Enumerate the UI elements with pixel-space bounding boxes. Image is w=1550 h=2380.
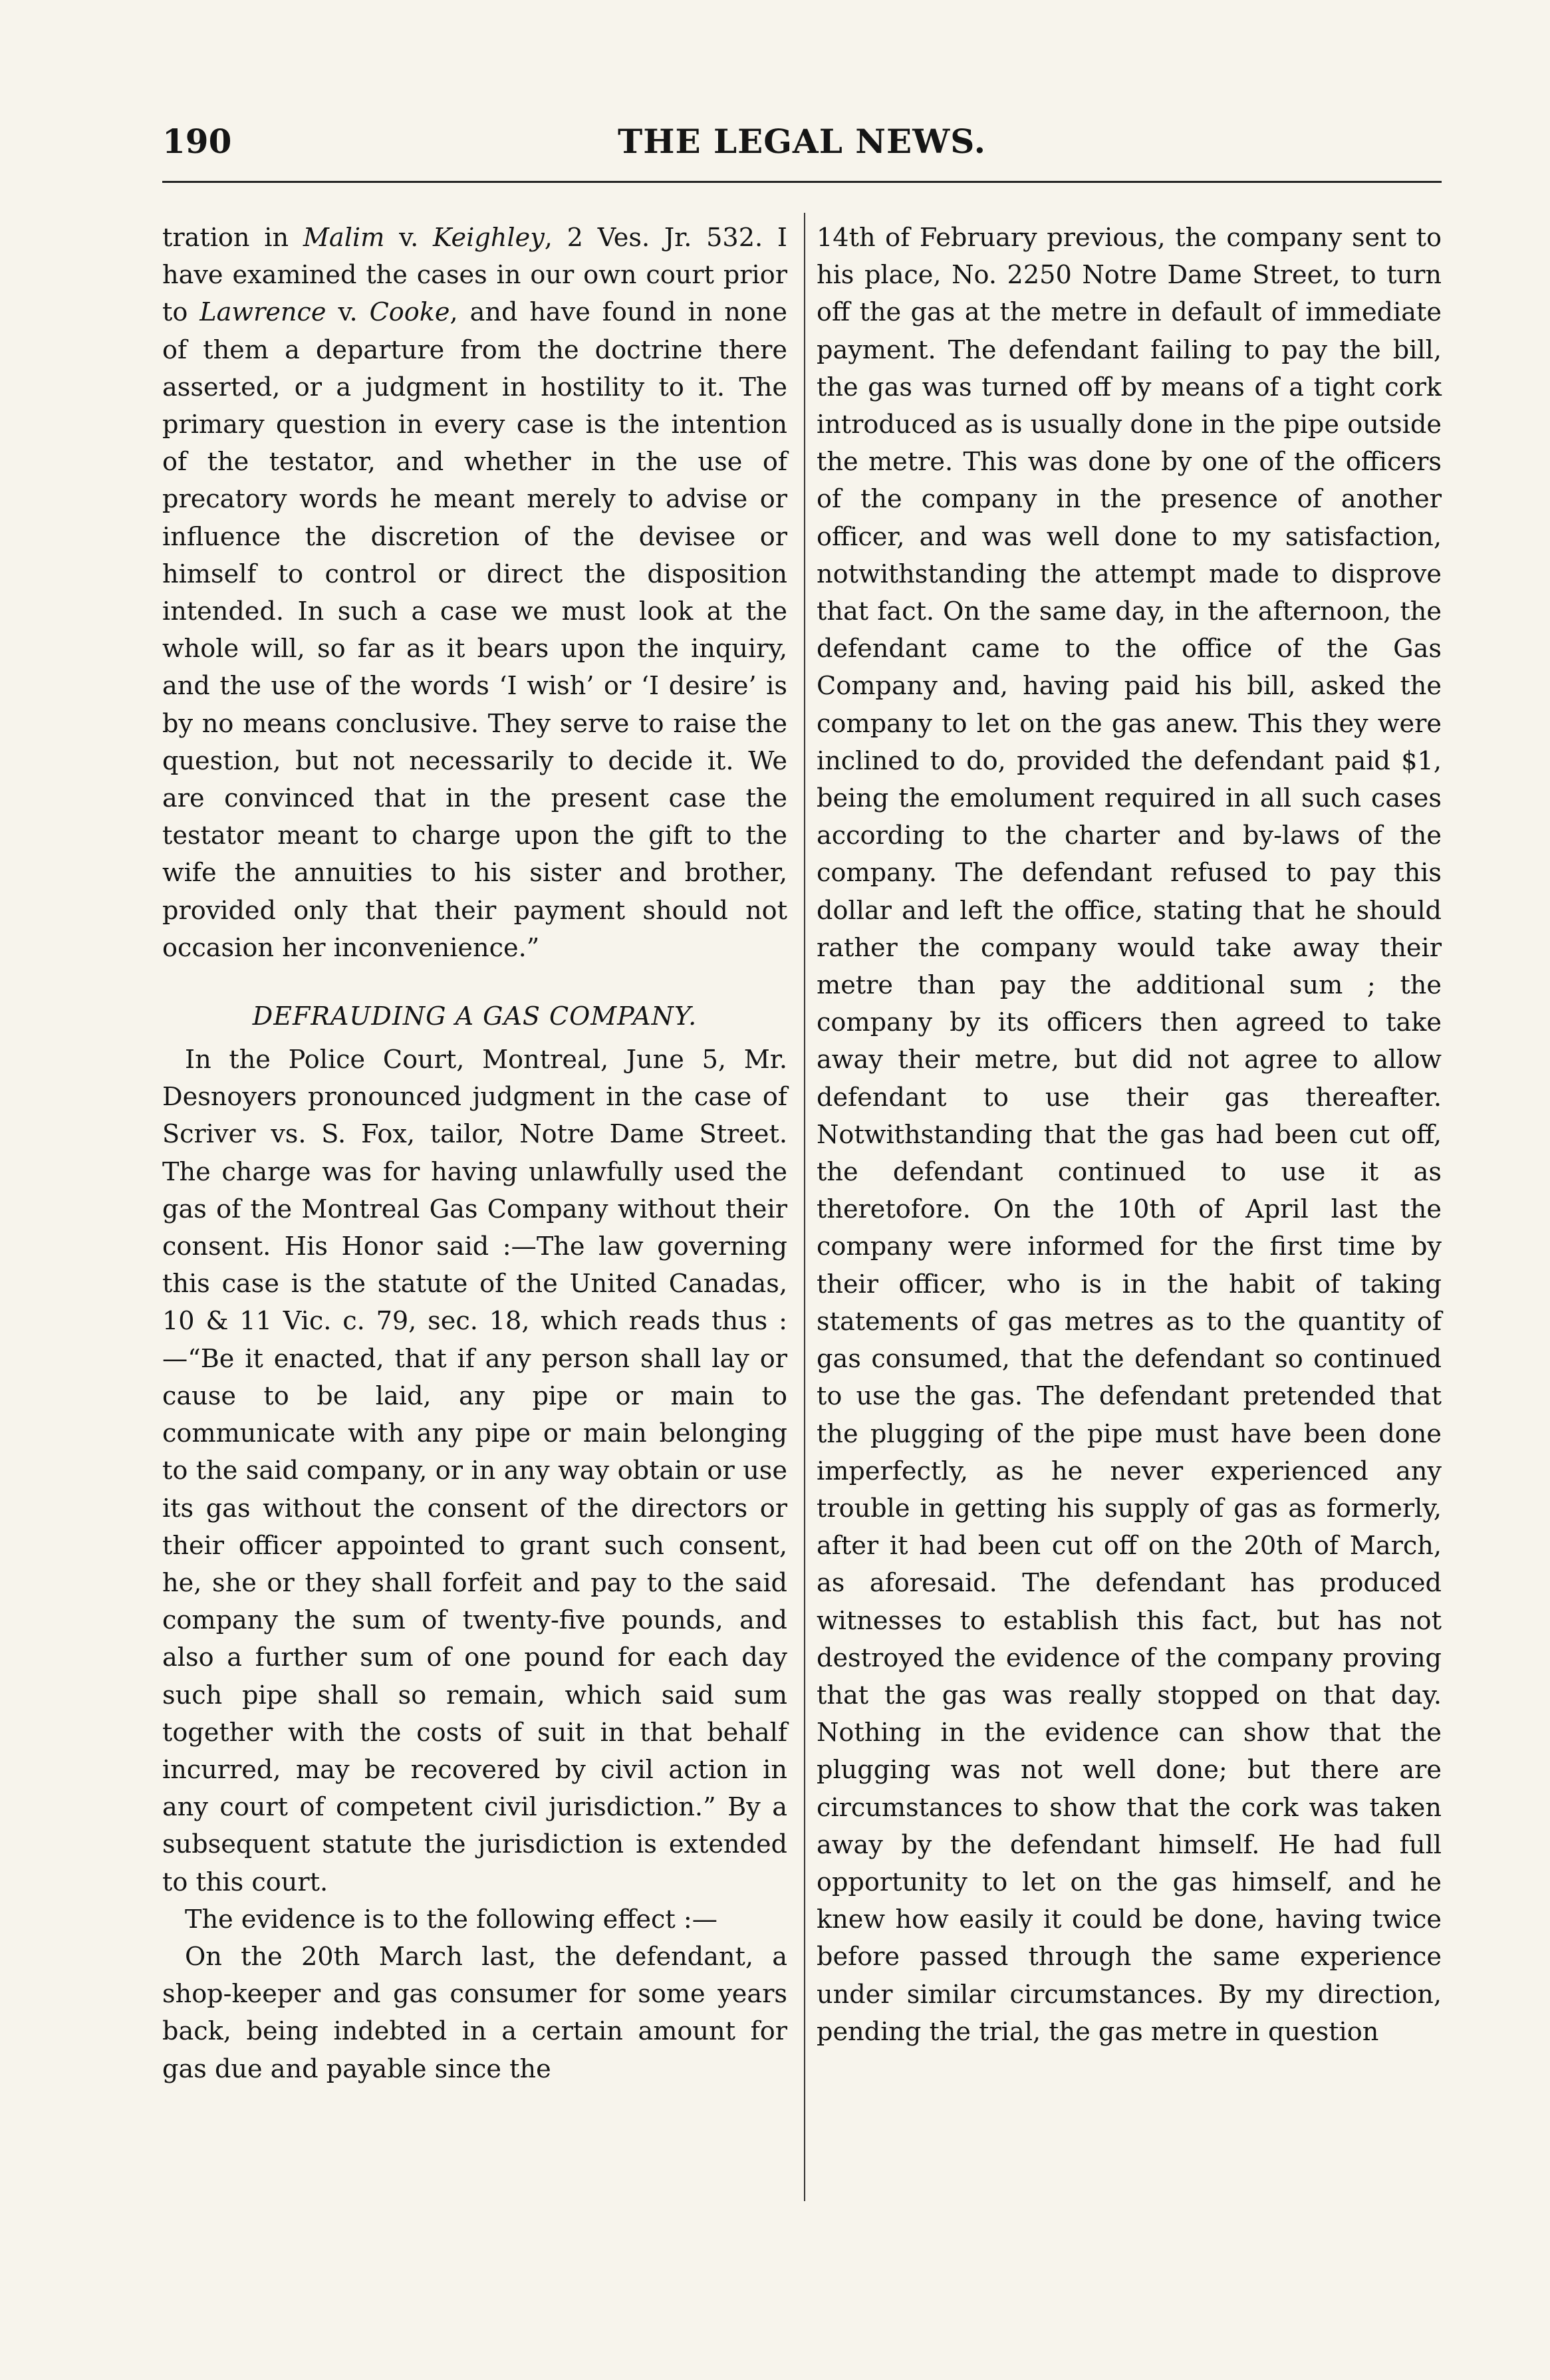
case-name: Keighley [433, 223, 545, 253]
section-title: DEFRAUDING A GAS COMPANY. [252, 1001, 698, 1031]
running-title: THE LEGAL NEWS. [618, 122, 986, 161]
paragraph: 14th of February previous, the company sent to his place, No. 2250 Notre Dame Street, to turn off the gas at the metre in default of immediate payment. The defendant failing to pay the bill, the gas was turned off by means of a tight cork introduced as is usually done in the pipe outside the metre. This was done by one of the officers of the company in the presence of another officer, and was well done to my satisfaction, notwithstanding the attempt made to disprove that fact. On the same day, in the afternoon, the defendant came to the office of the Gas Company and, having paid his bill, asked the company to let on the gas anew. This they were inclined to do, provided the defendant paid $1, being the emolument required in all such cases according to the charter and by-laws of the company. The defendant refused to pay this dollar and left the office, stating that he should rather the company would take away their metre than pay the additional sum ; the company by its officers then agreed to take away their metre, but did not agree to allow defendant to use their gas thereafter. Notwithstanding that the gas had been cut off, the defendant continued to use it as theretofore. On the 10th of April last the company were informed for the first time by their officer, who is in the habit of taking statements of gas metres as to the quantity of gas consumed, that the defendant so continued to use the gas. The defendant pretended that the plugging of the pipe must have been done imperfectly, as he never experienced any trouble in getting his supply of gas as formerly, after it had been cut off on the 20th of March, as aforesaid. The defendant has produced witnesses to establish this fact, but has not destroyed the evidence of the company proving that the gas was really stopped on that day. Nothing in the evidence can show that the plugging was not well done; but there are circumstances to show that the cork was taken away by the defendant himself. He had full opportunity to let on the gas himself, and he knew how easily it could be done, having twice before passed through the same experience under similar circumstances. By my direction, pending the trial, the gas metre in question [817, 223, 1442, 2047]
intro-text: v. [326, 298, 370, 328]
case-name: Cooke [369, 298, 450, 328]
case-name: Lawrence [199, 298, 326, 328]
header-rule [162, 181, 1442, 183]
page-header [162, 118, 1442, 165]
right-column [817, 219, 1442, 2051]
intro-text: v. [384, 223, 434, 253]
column-divider [804, 213, 805, 2201]
paragraph: On the 20th March last, the defendant, a shop-keeper and gas consumer for some years back, being indebted in a certain amount for gas due and payable since the [162, 1942, 787, 2084]
case-name: Malim [303, 223, 385, 253]
intro-text: , and have found in none of them a departure from the doctrine there asserted, or a judgment in hostility to it. The primary question in every case is the intention of the testator, and whether in the use of precatory words he meant merely to advise or influence the discretion of the devisee or himself to control or direct the disposition intended. In such a case we must look at the whole will, so far as it bears upon the inquiry, and the use of the words ‘I wish’ or ‘I desire’ is by no means conclusive. They serve to raise the question, but not necessarily to decide it. We are convinced that in the present case the testator meant to charge upon the gift to the wife the annuities to his sister and brother, provided only that their payment should not occasion her inconvenience.” [162, 298, 787, 963]
paragraph: The evidence is to the following effect :— [185, 1905, 717, 1934]
intro-paragraph [162, 219, 787, 967]
intro-text: , 2 Ves. Jr. 532. I have examined the cases in our own court prior to [162, 223, 787, 328]
left-column [162, 219, 787, 2088]
intro-text: tration in [162, 223, 303, 253]
paragraph: In the Police Court, Montreal, June 5, Mr. Desnoyers pronounced judgment in the case of Scriver vs. S. Fox, tailor, Notre Dame Street. The charge was for having unlawfully used the gas of the Montreal Gas Company without their consent. His Honor said :—The law governing this case is the statute of the United Canadas, 10 & 11 Vic. c. 79, sec. 18, which reads thus :—“Be it enacted, that if any person shall lay or cause to be laid, any pipe or main to communicate with any pipe or main belonging to the said company, or in any way obtain or use its gas without the consent of the directors or their officer appointed to grant such consent, he, she or they shall forfeit and pay to the said company the sum of twenty-five pounds, and also a further sum of one pound for each day such pipe shall so remain, which said sum together with the costs of suit in that behalf incurred, may be recovered by civil action in any court of competent civil jurisdiction.” By a subsequent statute the jurisdiction is extended to this court. [162, 1045, 787, 1897]
page-number: 190 [162, 122, 232, 161]
